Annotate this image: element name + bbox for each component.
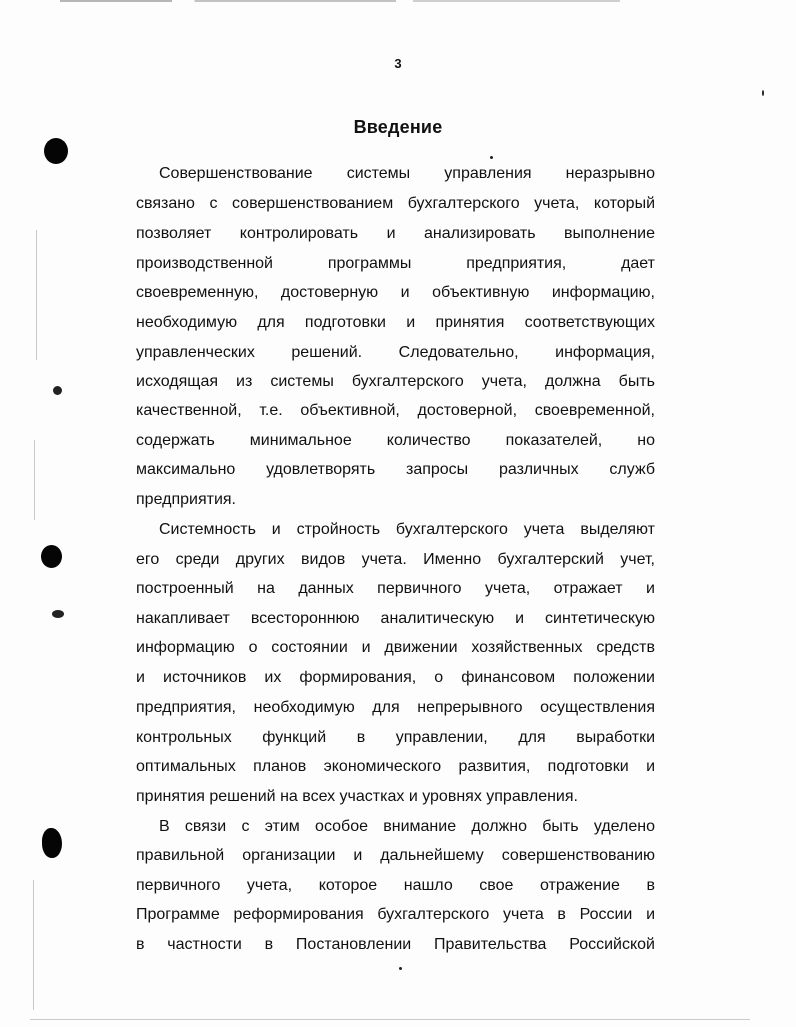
punch-hole-mark xyxy=(44,138,68,164)
scan-speck xyxy=(52,610,64,618)
text-line: позволяет контролировать и анализировать выполнение xyxy=(136,225,655,242)
scan-margin-line xyxy=(36,230,37,360)
text-line: Системность и стройность бухгалтерского учета выделяют xyxy=(159,521,655,538)
scan-speck xyxy=(399,967,402,970)
text-line: Программе реформирования бухгалтерского учета в России и xyxy=(136,906,655,923)
scan-top-edge xyxy=(60,0,620,2)
text-line: в частности в Постановлении Правительства Российской xyxy=(136,936,655,953)
scan-margin-line xyxy=(33,880,34,1010)
text-line: предприятия. xyxy=(136,491,236,508)
text-line: связано с совершенствованием бухгалтерского учета, который xyxy=(136,195,655,212)
text-line: В связи с этим особое внимание должно быть уделено xyxy=(159,818,655,835)
text-line: правильной организации и дальнейшему совершенствованию xyxy=(136,847,655,864)
text-line: исходящая из системы бухгалтерского учета, должна быть xyxy=(136,373,655,390)
text-line: предприятия, необходимую для непрерывного осуществления xyxy=(136,699,655,716)
scan-speck xyxy=(53,386,62,395)
text-line: его среди других видов учета. Именно бухгалтерский учет, xyxy=(136,551,655,568)
scan-bottom-edge xyxy=(30,1019,750,1020)
section-heading: Введение xyxy=(353,117,443,137)
scan-speck xyxy=(490,156,493,159)
text-line: управленческих решений. Следовательно, информация, xyxy=(136,344,655,361)
text-line: контрольных функций в управлении, для выработки xyxy=(136,729,655,746)
text-line: содержать минимальное количество показателей, но xyxy=(136,432,655,449)
text-line: информацию о состоянии и движении хозяйственных средств xyxy=(136,639,655,656)
punch-hole-mark xyxy=(42,828,62,858)
text-line: своевременную, достоверную и объективную информацию, xyxy=(136,284,655,301)
text-line: производственной программы предприятия, дает xyxy=(136,255,655,272)
text-line: качественной, т.е. объективной, достоверной, своевременной, xyxy=(136,402,655,419)
text-line: оптимальных планов экономического развития, подготовки и xyxy=(136,758,655,775)
text-line: первичного учета, которое нашло свое отражение в xyxy=(136,877,655,894)
scan-speck xyxy=(762,90,764,96)
text-line: накапливает всестороннюю аналитическую и синтетическую xyxy=(136,610,655,627)
text-line: и источников их формирования, о финансовом положении xyxy=(136,669,655,686)
scan-margin-line xyxy=(34,440,35,520)
text-line: необходимую для подготовки и принятия соответствующих xyxy=(136,314,655,331)
text-line: Совершенствование системы управления неразрывно xyxy=(159,165,655,182)
punch-hole-mark xyxy=(41,545,62,568)
text-line: принятия решений на всех участках и уровнях управления. xyxy=(136,788,578,805)
text-line: максимально удовлетворять запросы различных служб xyxy=(136,461,655,478)
page-number: 3 xyxy=(394,56,402,71)
text-line: построенный на данных первичного учета, отражает и xyxy=(136,580,655,597)
